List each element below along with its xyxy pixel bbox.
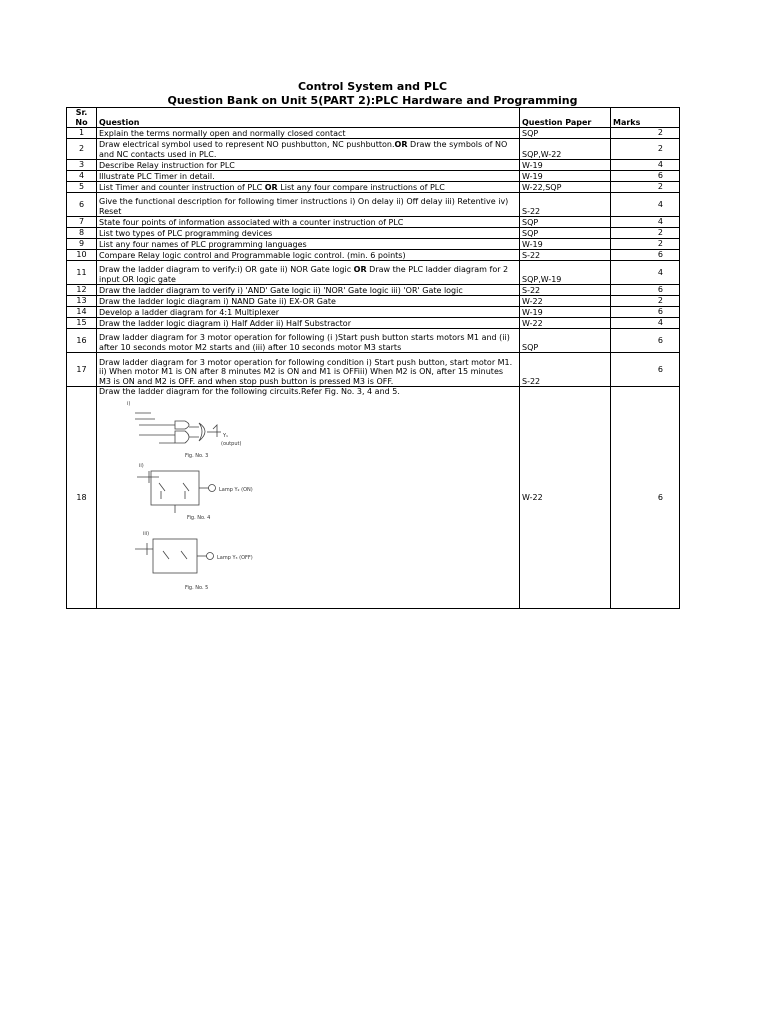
question-cell: List any four names of PLC programming languages (97, 239, 520, 250)
question-cell: Draw ladder diagram for 3 motor operation for following condition i) Start push button, start motor M1. ii) When motor M1 is ON after 8 minutes M2 is ON and M1 is OFFiii) When M2 is ON, after 15 minutes M3 is ON and M2 is OFF. and when stop push button is pressed M3 is OFF. (97, 353, 520, 387)
question-text: Draw the PLC ladder diagram for 2 input OR logic gate (99, 265, 509, 284)
question-cell: State four points of information associated with a counter instruction of PLC (97, 217, 520, 228)
paper-cell: SQP (520, 329, 611, 353)
marks-cell: 4 (611, 261, 680, 285)
table-row (67, 387, 680, 609)
document-subtitle: Question Bank on Unit 5(PART 2):PLC Hardware and Programming (167, 94, 578, 107)
circuit-figures (99, 399, 299, 605)
table-row (67, 182, 680, 193)
fig5-lamp-label: Lamp Y₃ (OFF) (217, 554, 253, 561)
document-title: Control System and PLC (297, 80, 448, 93)
paper-cell: W-19 (520, 160, 611, 171)
table-row (67, 128, 680, 139)
table-row (67, 329, 680, 353)
question-cell: List two types of PLC programming devices (97, 228, 520, 239)
fig3-caption: Fig. No. 3 (185, 452, 209, 459)
table-row (67, 139, 680, 160)
sr-cell: 15 (67, 318, 97, 329)
sr-cell: 16 (67, 329, 97, 353)
or-keyword: OR (394, 140, 408, 149)
table-row (67, 285, 680, 296)
question-cell (97, 182, 520, 193)
question-cell: Give the functional description for following timer instructions i) On delay ii) Off delay iii) Retentive iv) Reset (97, 193, 520, 217)
fig3-output-note: (output) (221, 440, 242, 447)
or-keyword: OR (264, 182, 278, 192)
paper-cell: W-22 (520, 296, 611, 307)
marks-cell: 6 (611, 285, 680, 296)
table-row (67, 296, 680, 307)
question-cell (97, 261, 520, 285)
sr-cell: 17 (67, 353, 97, 387)
question-cell: Explain the terms normally open and normally closed contact (97, 128, 520, 139)
fig4-switch-circuit (137, 463, 253, 521)
sr-cell: 7 (67, 217, 97, 228)
marks-cell: 6 (611, 171, 680, 182)
question-text: Draw electrical symbol used to represent NO pushbutton, NC pushbutton. (99, 140, 395, 149)
paper-cell: S-22 (520, 193, 611, 217)
table-row (67, 353, 680, 387)
marks-cell: 2 (611, 239, 680, 250)
sr-cell: 1 (67, 128, 97, 139)
sr-cell: 8 (67, 228, 97, 239)
question-text: List Timer and counter instruction of PLC (99, 182, 265, 192)
col-header-paper: Question Paper (520, 108, 611, 128)
paper-cell: W-22 (520, 387, 611, 609)
paper-cell: SQP (520, 128, 611, 139)
sr-cell: 18 (67, 387, 97, 609)
sr-cell: 13 (67, 296, 97, 307)
question-cell: Draw the ladder logic diagram i) Half Adder ii) Half Substractor (97, 318, 520, 329)
question-text: Draw the ladder diagram for the following circuits.Refer Fig. No. 3, 4 and 5. (99, 387, 400, 396)
paper-cell: W-22 (520, 318, 611, 329)
question-text: Draw the ladder diagram to verify:i) OR gate ii) NOR Gate logic (99, 265, 354, 274)
sr-cell: 14 (67, 307, 97, 318)
question-cell: Draw the ladder diagram to verify i) 'AND' Gate logic ii) 'NOR' Gate logic iii) 'OR' Gate logic (97, 285, 520, 296)
marks-cell: 6 (611, 250, 680, 261)
question-text: Draw the symbols of NO and NC contacts used in PLC. (99, 140, 508, 159)
table-row (67, 193, 680, 217)
col-header-question: Question (97, 108, 520, 128)
question-cell (97, 387, 520, 609)
fig4-number: ii) (139, 462, 144, 469)
marks-cell: 4 (611, 217, 680, 228)
fig3-output: Y₁ (223, 432, 229, 439)
marks-cell: 2 (611, 128, 680, 139)
paper-cell: W-19 (520, 307, 611, 318)
paper-cell: S-22 (520, 285, 611, 296)
fig4-lamp-label: Lamp Y₂ (ON) (219, 486, 253, 493)
table-row (67, 250, 680, 261)
table-row (67, 307, 680, 318)
fig5-caption: Fig. No. 5 (185, 584, 209, 591)
table-row (67, 228, 680, 239)
sr-cell: 12 (67, 285, 97, 296)
question-cell: Develop a ladder diagram for 4:1 Multiplexer (97, 307, 520, 318)
sr-cell: 10 (67, 250, 97, 261)
marks-cell: 2 (611, 296, 680, 307)
col-header-marks: Marks (611, 108, 680, 128)
or-keyword: OR (353, 265, 367, 274)
fig5-switch-circuit (135, 531, 253, 591)
sr-cell: 5 (67, 182, 97, 193)
table-row (67, 217, 680, 228)
sr-cell: 6 (67, 193, 97, 217)
table-row (67, 171, 680, 182)
paper-cell: S-22 (520, 353, 611, 387)
marks-cell: 6 (611, 307, 680, 318)
table-row (67, 160, 680, 171)
question-cell: Illustrate PLC Timer in detail. (97, 171, 520, 182)
paper-cell: W-19 (520, 171, 611, 182)
marks-cell: 2 (611, 139, 680, 160)
table-row (67, 318, 680, 329)
fig5-number: iii) (143, 530, 150, 537)
question-bank-table (66, 107, 680, 609)
sr-cell: 3 (67, 160, 97, 171)
sr-cell: 4 (67, 171, 97, 182)
question-cell: Draw ladder diagram for 3 motor operation for following (i )Start push button starts motors M1 and (ii) after 10 seconds motor M2 starts and (iii) after 10 seconds motor M3 starts (97, 329, 520, 353)
marks-cell: 4 (611, 318, 680, 329)
paper-cell: SQP,W-22 (520, 139, 611, 160)
sr-cell: 9 (67, 239, 97, 250)
marks-cell: 4 (611, 160, 680, 171)
question-cell: Describe Relay instruction for PLC (97, 160, 520, 171)
paper-cell: S-22 (520, 250, 611, 261)
question-cell: Compare Relay logic control and Programmable logic control. (min. 6 points) (97, 250, 520, 261)
paper-cell: SQP (520, 217, 611, 228)
paper-cell: W-19 (520, 239, 611, 250)
fig4-caption: Fig. No. 4 (187, 514, 211, 521)
sr-cell: 11 (67, 261, 97, 285)
table-row (67, 239, 680, 250)
question-cell: Draw the ladder logic diagram i) NAND Gate ii) EX-OR Gate (97, 296, 520, 307)
marks-cell: 6 (611, 387, 680, 609)
marks-cell: 6 (611, 353, 680, 387)
table-row (67, 261, 680, 285)
marks-cell: 4 (611, 193, 680, 217)
question-text: List any four compare instructions of PLC (277, 182, 445, 192)
fig3-number: i) (127, 400, 131, 407)
marks-cell: 2 (611, 182, 680, 193)
paper-cell: SQP (520, 228, 611, 239)
paper-cell: SQP,W-19 (520, 261, 611, 285)
marks-cell: 6 (611, 329, 680, 353)
question-cell (97, 139, 520, 160)
sr-cell: 2 (67, 139, 97, 160)
table-header-row (67, 108, 680, 128)
paper-cell: W-22,SQP (520, 182, 611, 193)
marks-cell: 2 (611, 228, 680, 239)
col-header-sr: Sr. No (67, 108, 97, 128)
fig3-logic-gate-circuit (127, 401, 241, 459)
